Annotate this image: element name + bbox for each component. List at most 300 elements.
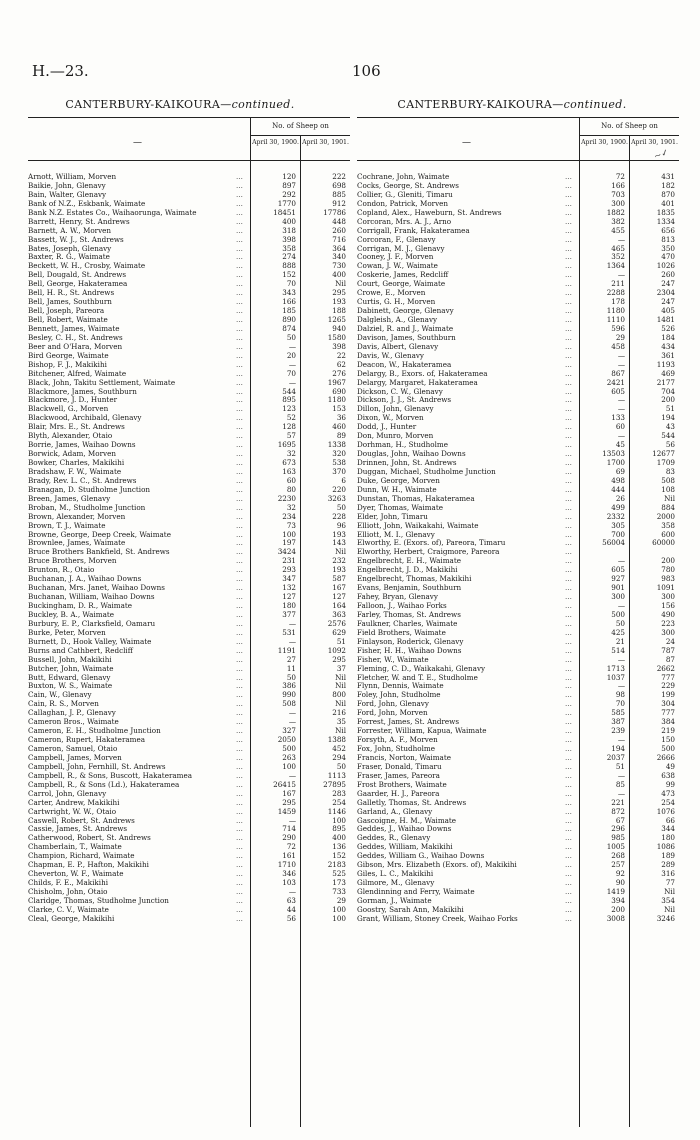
- sheep-1900: 500: [282, 744, 296, 753]
- owner-name: Bitchener, Alfred, Waimate: [28, 369, 127, 378]
- table-row: [357, 459, 679, 468]
- sheep-1900: 455: [611, 225, 625, 235]
- sheep-1900: 292: [282, 189, 296, 199]
- table-row: [28, 825, 350, 834]
- leader-dots: ...: [565, 252, 572, 262]
- table-row: [28, 182, 350, 191]
- sheep-1901: Nil: [664, 904, 675, 914]
- owner-name: Gascoigne, H. M., Waimate: [357, 816, 457, 825]
- owner-name: Chamberlain, T., Waimate: [28, 843, 122, 852]
- leader-dots: ...: [236, 502, 243, 512]
- sheep-1901: 199: [661, 690, 675, 700]
- sheep-1901: 698: [332, 180, 346, 190]
- table-row: [28, 486, 350, 495]
- leader-dots: ...: [565, 618, 572, 628]
- sheep-1900: —: [288, 708, 296, 718]
- owner-name: Cassie, James, St. Andrews: [28, 825, 128, 834]
- owner-name: Bishop, F. J., Makikihi: [28, 360, 107, 369]
- sheep-1900: 128: [282, 422, 296, 432]
- sheep-1900: 44: [286, 904, 296, 914]
- left-column-title: CANTERBURY-KAIKOURA—continued.: [65, 98, 295, 111]
- table-row: [357, 262, 679, 271]
- owner-name: Coskerie, James, Redcliff: [357, 271, 449, 280]
- leader-dots: ...: [236, 368, 243, 378]
- table-row: [28, 602, 350, 611]
- sheep-1901: 3246: [656, 913, 675, 923]
- table-row: [357, 638, 679, 647]
- leader-dots: ...: [565, 663, 572, 673]
- sheep-1901: 1967: [327, 377, 346, 387]
- table-row: [357, 414, 679, 423]
- sheep-1900: 544: [282, 386, 296, 396]
- sheep-1900: 358: [282, 243, 296, 253]
- owner-name: Gilmore, M., Glenavy: [357, 879, 435, 888]
- leader-dots: ...: [565, 431, 572, 441]
- leader-dots: ...: [565, 869, 572, 879]
- owner-name: Dillon, John, Glenavy: [357, 405, 434, 414]
- leader-dots: ...: [565, 752, 572, 762]
- table-row: [28, 870, 350, 879]
- sheep-1900: —: [288, 770, 296, 780]
- leader-dots: ...: [236, 574, 243, 584]
- owner-name: Cocks, George, St. Andrews: [357, 181, 459, 190]
- owner-name: Dunstan, Thomas, Hakateramea: [357, 494, 475, 503]
- table-row: [28, 638, 350, 647]
- sheep-1901: 36: [336, 413, 346, 423]
- leader-dots: ...: [236, 466, 243, 476]
- owner-name: Geddes, J., Waihao Downs: [357, 825, 452, 834]
- leader-dots: ...: [236, 797, 243, 807]
- year-1901-header: April 30, 1901.: [300, 136, 350, 160]
- sheep-1900: —: [617, 395, 625, 405]
- sheep-1901: 12677: [652, 449, 675, 459]
- page-number: 106: [352, 62, 381, 80]
- sheep-1901: 1334: [656, 216, 675, 226]
- table-row: [357, 620, 679, 629]
- sheep-1900: —: [617, 234, 625, 244]
- sheep-1901: 431: [661, 172, 675, 181]
- owner-name: Bell, H. R., St. Andrews: [28, 289, 115, 298]
- table-row: [28, 745, 350, 754]
- leader-dots: ...: [236, 511, 243, 521]
- sheep-1900: 874: [282, 323, 296, 333]
- owner-name: Duggan, Michael, Studholme Junction: [357, 467, 496, 476]
- sheep-1900: 70: [286, 279, 296, 289]
- sheep-1901: 232: [332, 556, 346, 566]
- leader-dots: ...: [236, 609, 243, 619]
- owner-name: Cooney, J. F., Morven: [357, 253, 434, 262]
- sheep-1901: 656: [661, 225, 675, 235]
- table-row: [357, 182, 679, 191]
- sheep-1900: 57: [286, 431, 296, 441]
- sheep-1901: 1026: [656, 261, 675, 271]
- owner-name: Elworthy, Herbert, Craigmore, Pareora: [357, 548, 500, 557]
- table-row: [28, 700, 350, 709]
- owner-name: Farley, Thomas, St. Andrews: [357, 610, 461, 619]
- sheep-1900: 60: [286, 475, 296, 485]
- sheep-1900: 290: [282, 833, 296, 843]
- leader-dots: ...: [565, 547, 572, 557]
- leader-dots: ...: [565, 198, 572, 208]
- leader-dots: ...: [565, 601, 572, 610]
- sheep-1901: 364: [332, 243, 346, 253]
- sheep-1900: 60: [615, 422, 625, 432]
- leader-dots: ...: [565, 243, 572, 253]
- sheep-1900: 56: [286, 913, 296, 923]
- sheep-1900: 18451: [273, 207, 296, 217]
- leader-dots: ...: [565, 574, 572, 584]
- sheep-1900: 166: [611, 180, 625, 190]
- sheep-1900: 1770: [277, 198, 296, 208]
- table-row: [357, 513, 679, 522]
- sheep-1901: 2177: [656, 377, 675, 387]
- sheep-1900: 1364: [606, 261, 625, 271]
- table-row: [357, 307, 679, 316]
- sheep-1901: 99: [665, 779, 675, 789]
- sheep-1901: 401: [661, 198, 675, 208]
- sheep-1901: 83: [665, 466, 675, 476]
- table-row: [357, 647, 679, 656]
- leader-dots: ...: [236, 270, 243, 280]
- table-row: [357, 379, 679, 388]
- sheep-1900: 605: [611, 386, 625, 396]
- owner-name: Carrol, John, Glenavy: [28, 789, 107, 798]
- table-row: [357, 253, 679, 262]
- sheep-1900: 2230: [277, 493, 296, 503]
- leader-dots: ...: [236, 681, 243, 691]
- leader-dots: ...: [565, 797, 572, 807]
- leader-dots: ...: [236, 484, 243, 494]
- sheep-1900: —: [288, 341, 296, 351]
- table-row: [357, 271, 679, 280]
- leader-dots: ...: [565, 350, 572, 360]
- owner-name: Brown, Alexander, Morven: [28, 512, 126, 521]
- sheep-1901: 358: [661, 520, 675, 530]
- sheep-1901: 108: [661, 484, 675, 494]
- owner-name: Bowker, Charles, Makikihi: [28, 459, 125, 467]
- table-row: [28, 343, 350, 352]
- table-row: [357, 325, 679, 334]
- table-row: [28, 227, 350, 236]
- leader-dots: ...: [236, 869, 243, 879]
- table-row: [357, 405, 679, 414]
- leader-dots: ...: [565, 288, 572, 298]
- sheep-1901: 22: [336, 350, 346, 360]
- table-row: [28, 245, 350, 254]
- leader-dots: ...: [565, 815, 572, 825]
- owner-name: Blackwell, G., Morven: [28, 405, 109, 414]
- sheep-1901: 247: [661, 297, 675, 307]
- leader-dots: ...: [565, 422, 572, 432]
- sheep-1901: 2662: [656, 663, 675, 673]
- leader-dots: ...: [236, 842, 243, 852]
- table-row: [28, 906, 350, 915]
- sheep-1901: 600: [661, 529, 675, 539]
- sheep-1900: —: [288, 636, 296, 646]
- leader-dots: ...: [565, 332, 572, 342]
- owner-name: Field Brothers, Waimate: [357, 628, 446, 637]
- leader-dots: ...: [236, 565, 243, 575]
- table-row: [28, 370, 350, 379]
- owner-name: Bennett, James, Waimate: [28, 324, 120, 333]
- sheep-1901: 1180: [327, 395, 346, 405]
- sheep-1901: Nil: [335, 547, 346, 557]
- sheep-1901: 17786: [323, 207, 346, 217]
- owner-name: Corcoran, F., Glenavy: [357, 235, 436, 244]
- leader-dots: ...: [565, 824, 572, 834]
- sheep-1900: 700: [611, 529, 625, 539]
- sheep-1901: 544: [661, 431, 675, 441]
- leader-dots: ...: [565, 306, 572, 316]
- sheep-1900: 85: [615, 779, 625, 789]
- sheep-1901: 525: [332, 869, 346, 879]
- owner-name: Fisher, H. H., Waihao Downs: [357, 646, 462, 655]
- leader-dots: ...: [236, 225, 243, 235]
- leader-dots: ...: [565, 833, 572, 843]
- sheep-1901: Nil: [335, 279, 346, 289]
- leader-dots: ...: [565, 645, 572, 655]
- sheep-1900: 1710: [277, 860, 296, 870]
- sheep-1900: 293: [282, 565, 296, 575]
- sheep-1901: 193: [332, 297, 346, 307]
- sheep-1900: 123: [282, 404, 296, 414]
- owner-name: Gaarder, H. J., Pareora: [357, 789, 440, 798]
- sheep-1900: 318: [282, 225, 296, 235]
- sheep-1901: 51: [665, 404, 675, 414]
- owner-name: Arnott, William, Morven: [28, 173, 117, 181]
- owner-name: Burns and Cathbert, Redcliff: [28, 646, 133, 655]
- owner-name: Ford, John, Morven: [357, 709, 428, 718]
- leader-dots: ...: [565, 297, 572, 307]
- sheep-1900: 257: [611, 860, 625, 870]
- owner-name: Baxter, R. G., Waimate: [28, 253, 110, 262]
- sheep-1900: 69: [615, 466, 625, 476]
- table-row: [28, 504, 350, 513]
- owner-name: Duke, George, Morven: [357, 476, 440, 485]
- owner-name: Condon, Patrick, Morven: [357, 199, 449, 208]
- leader-dots: ...: [565, 672, 572, 682]
- sheep-1900: 27: [286, 654, 296, 664]
- leader-dots: ...: [565, 207, 572, 217]
- owner-name: Gorman, J., Waimate: [357, 896, 432, 905]
- table-row: [28, 656, 350, 665]
- table-row: [357, 745, 679, 754]
- sheep-1900: 200: [611, 904, 625, 914]
- leader-dots: ...: [236, 699, 243, 709]
- owner-name: Bain, Walter, Glenavy: [28, 190, 107, 199]
- table-row: [28, 423, 350, 432]
- sheep-1901: 49: [665, 761, 675, 771]
- sheep-1901: 340: [332, 252, 346, 262]
- leader-dots: ...: [565, 609, 572, 619]
- table-row: [28, 629, 350, 638]
- owner-name: Bassett, W. J., St. Andrews: [28, 235, 124, 244]
- table-row: [357, 674, 679, 683]
- sheep-1900: 21: [615, 636, 625, 646]
- sheep-1900: 72: [615, 172, 625, 181]
- sheep-1900: 167: [282, 788, 296, 798]
- sheep-1900: 398: [282, 234, 296, 244]
- sheep-1900: 70: [615, 699, 625, 709]
- sheep-1901: 229: [661, 681, 675, 691]
- owner-name: Forrest, James, St. Andrews: [357, 718, 460, 727]
- table-row: [28, 781, 350, 790]
- leader-dots: ...: [565, 770, 572, 780]
- table-row: [357, 423, 679, 432]
- table-row: [357, 539, 679, 548]
- leader-dots: ...: [236, 601, 243, 610]
- owner-name: Cochrane, John, Waimate: [357, 173, 450, 181]
- sheep-1901: 193: [332, 565, 346, 575]
- sheep-1900: 387: [611, 717, 625, 727]
- owner-name: Faulkner, Charles, Waimate: [357, 619, 458, 628]
- owner-name: Court, George, Waimate: [357, 280, 446, 289]
- leader-dots: ...: [565, 690, 572, 700]
- leader-dots: ...: [565, 466, 572, 476]
- sheep-1900: 2037: [606, 752, 625, 762]
- sheep-1901: 870: [661, 189, 675, 199]
- leader-dots: ...: [236, 350, 243, 360]
- leader-dots: ...: [236, 815, 243, 825]
- owner-name: Francis, Norton, Waimate: [357, 753, 451, 762]
- sheep-1901: 223: [661, 618, 675, 628]
- sheep-1901: 500: [661, 744, 675, 753]
- owner-name: Fletcher, W. and T. E., Studholme: [357, 673, 478, 682]
- leader-dots: ...: [236, 180, 243, 190]
- table-row: [357, 915, 679, 924]
- leader-dots: ...: [565, 413, 572, 423]
- table-row: [28, 262, 350, 271]
- owner-name: Drinnen, John, St. Andrews: [357, 459, 457, 467]
- sheep-1900: 263: [282, 752, 296, 762]
- table-row: [357, 718, 679, 727]
- sheep-1901: 100: [332, 904, 346, 914]
- leader-dots: ...: [236, 198, 243, 208]
- table-row: [28, 173, 350, 182]
- sheep-1901: 276: [332, 368, 346, 378]
- owner-name: Cheverton, W. F., Waimate: [28, 870, 124, 879]
- owner-name: Bates, Joseph, Glenavy: [28, 244, 112, 253]
- owner-name: Flynn, Dennis, Waimate: [357, 682, 444, 691]
- sheep-1901: 35: [336, 717, 346, 727]
- sheep-1901: 690: [332, 386, 346, 396]
- leader-dots: ...: [565, 878, 572, 888]
- leader-dots: ...: [565, 699, 572, 709]
- table-row: [357, 879, 679, 888]
- table-row: [357, 531, 679, 540]
- sheep-1901: 304: [661, 699, 675, 709]
- leader-dots: ...: [236, 770, 243, 780]
- table-row: [28, 682, 350, 691]
- sheep-1900: 990: [282, 690, 296, 700]
- sheep-1901: 50: [336, 761, 346, 771]
- sheep-1900: 508: [282, 699, 296, 709]
- leader-dots: ...: [565, 735, 572, 745]
- owner-name: Beckett, W. H., Crosby, Waimate: [28, 262, 146, 271]
- owner-name: Cameron, Samuel, Otaio: [28, 745, 118, 753]
- owner-name: Dalgleish, A., Glenavy: [357, 316, 438, 324]
- year-1901-header: April 30, 1901.: [629, 136, 679, 160]
- sheep-1900: 985: [611, 833, 625, 843]
- leader-dots: ...: [236, 458, 243, 467]
- leader-dots: ...: [236, 538, 243, 548]
- owner-name: Galletly, Thomas, St. Andrews: [357, 798, 467, 807]
- owner-name: Evans, Benjamin, Southburn: [357, 584, 462, 593]
- sheep-1901: 460: [332, 422, 346, 432]
- table-row: [28, 307, 350, 316]
- sheep-1900: 132: [282, 583, 296, 593]
- sheep-1901: 1076: [656, 806, 675, 816]
- sheep-1900: —: [617, 350, 625, 360]
- sheep-1901: 538: [332, 458, 346, 467]
- sheep-1900: 425: [611, 627, 625, 637]
- sheep-1901: 96: [336, 520, 346, 530]
- owner-name: Dabinett, George, Glenavy: [357, 307, 454, 316]
- leader-dots: ...: [565, 913, 572, 923]
- sheep-1901: 1146: [327, 806, 346, 816]
- owner-name: Grant, William, Stoney Creek, Waihao Forks: [357, 914, 518, 923]
- leader-dots: ...: [236, 520, 243, 530]
- owner-name: Buxton, W. S., Waimate: [28, 682, 113, 691]
- sheep-1901: 1091: [656, 583, 675, 593]
- owner-name: Brady, Rev. L. C., St. Andrews: [28, 476, 137, 485]
- table-row: [28, 388, 350, 397]
- sheep-1901: 216: [332, 708, 346, 718]
- sheep-1900: 296: [611, 824, 625, 834]
- sheep-1901: 136: [332, 842, 346, 852]
- sheep-1901: 100: [332, 913, 346, 923]
- owner-name: Geddes, R., Glenavy: [357, 834, 431, 843]
- sheep-1900: 386: [282, 681, 296, 691]
- sheep-1900: 98: [615, 690, 625, 700]
- leader-dots: ...: [236, 556, 243, 566]
- leader-dots: ...: [565, 583, 572, 593]
- table-row: [28, 236, 350, 245]
- sheep-1900: —: [288, 815, 296, 825]
- owner-name: Buchanan, Mrs. Janet, Waihao Downs: [28, 584, 165, 593]
- owner-name: Fisher, W., Waimate: [357, 655, 429, 664]
- table-row: [28, 897, 350, 906]
- leader-dots: ...: [565, 904, 572, 914]
- table-row: [28, 405, 350, 414]
- leader-dots: ...: [565, 717, 572, 727]
- table-row: [357, 396, 679, 405]
- sheep-1900: 2332: [606, 511, 625, 521]
- owner-name: Don, Munro, Morven: [357, 432, 434, 441]
- sheep-1901: 777: [661, 708, 675, 718]
- table-row: [357, 754, 679, 763]
- owner-name: Dyer, Thomas, Waimate: [357, 503, 443, 512]
- sheep-1900: 394: [611, 895, 625, 905]
- table-row: [28, 209, 350, 218]
- sheep-1901: 885: [332, 189, 346, 199]
- owner-name: Bruce Brothers Bankfield, St. Andrews: [28, 548, 170, 557]
- table-row: [28, 557, 350, 566]
- owner-name: Bird George, Waimate: [28, 351, 109, 360]
- sheep-1901: 508: [661, 475, 675, 485]
- table-row: [28, 799, 350, 808]
- leader-dots: ...: [236, 323, 243, 333]
- table-row: [357, 825, 679, 834]
- table-row: [357, 611, 679, 620]
- owner-name: Burbury, E. P., Clarksfield, Oamaru: [28, 619, 156, 628]
- table-row: [357, 236, 679, 245]
- leader-dots: ...: [236, 618, 243, 628]
- sheep-1900: 1110: [606, 315, 625, 324]
- sheep-1900: 127: [282, 592, 296, 602]
- sheep-1900: —: [617, 404, 625, 414]
- table-row: [28, 298, 350, 307]
